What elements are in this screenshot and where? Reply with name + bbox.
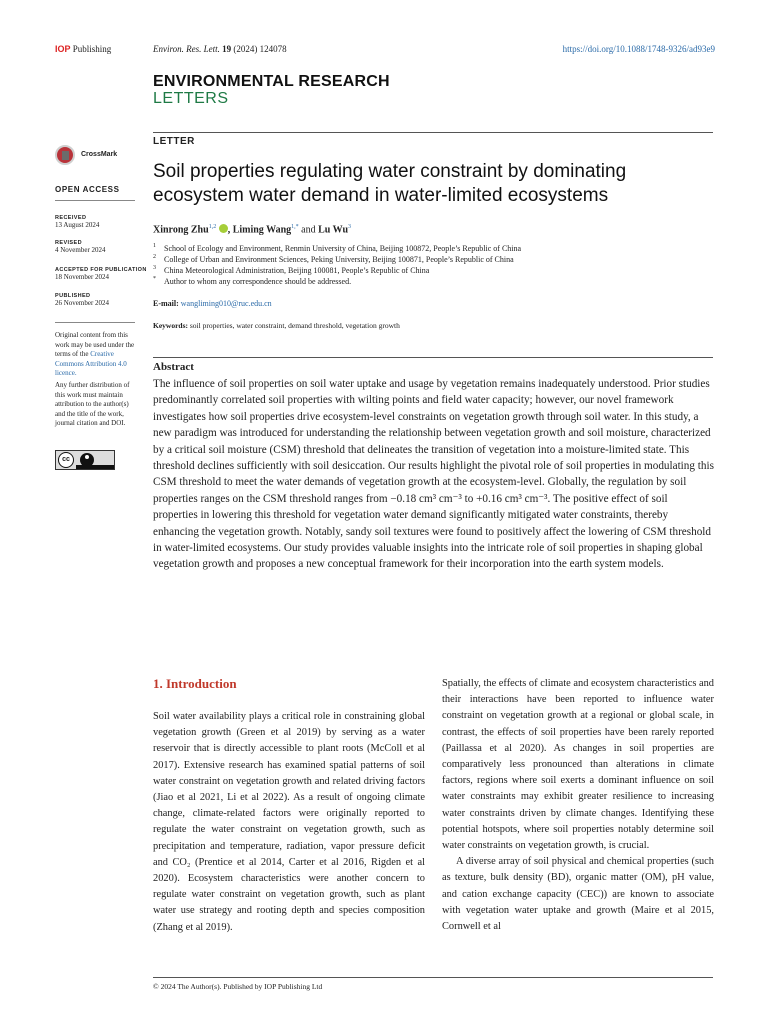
paragraph: Spatially, the effects of climate and ecosystem characteristics and their interactions have been reported to influence water constraint on vegetation growth at a regional or global scale, in contrast, the effects of soil properties have been rarely reported (Paillassa et al 2020). As changes in soil properties are comparatively less pronounced than alterations in climate factors, regions where soil exerts a dominant influence on soil water constraints may exhibit greater resilience to increasing water constraints driven by climate changes. Identifying these potential hotspots, where soil properties notably determine soil water constraints on vegetation growth, is crucial.	[442, 678, 714, 852]
divider	[55, 322, 135, 323]
divider	[55, 200, 135, 201]
crossmark-icon	[55, 145, 75, 165]
date-accepted: ACCEPTED FOR PUBLICATION 18 November 2024	[55, 267, 147, 281]
article-type: LETTER	[153, 136, 195, 147]
date-received: RECEIVED 13 August 2024	[55, 215, 100, 229]
divider	[153, 357, 713, 358]
keywords: Keywords: soil properties, water constraint, demand threshold, vegetation growth	[153, 321, 400, 330]
body-column-left	[153, 709, 425, 936]
date-published: PUBLISHED 26 November 2024	[55, 293, 110, 307]
licence-link[interactable]: Creative Commons Attribution 4.0 licence.	[55, 350, 127, 378]
author-name: Liming Wang	[232, 224, 292, 236]
doi-link[interactable]: https://doi.org/10.1088/1748-9326/ad93e9	[562, 44, 715, 54]
abstract-heading: Abstract	[153, 361, 194, 373]
orcid-icon[interactable]	[219, 224, 228, 233]
section-heading: 1. Introduction	[153, 676, 237, 691]
publisher-logo[interactable]: IOP Publishing	[55, 44, 112, 54]
journal-subname: LETTERS	[153, 90, 229, 107]
crossmark-button[interactable]: CrossMark	[55, 145, 135, 165]
author-name: Lu Wu	[318, 224, 349, 236]
body-column-right	[442, 676, 714, 935]
paragraph: A diverse array of soil physical and chemical properties (such as texture, bulk density (BD), organic matter (OM), pH value, and cation exchange capacity (CEC)) are known to associate with vegetation water uptake and growth (Maire et al 2015, Cornwell et al	[442, 856, 714, 933]
divider	[153, 977, 713, 978]
email-link[interactable]: wangliming010@ruc.edu.cn	[180, 299, 272, 308]
author-name: Xinrong Zhu	[153, 224, 209, 236]
correspondence-email: E-mail: wangliming010@ruc.edu.cn	[153, 299, 272, 308]
copyright-footer: © 2024 The Author(s). Published by IOP Publishing Ltd	[153, 982, 323, 991]
divider	[153, 132, 713, 133]
licence-text: Original content from this work may be used under the terms of the Creative Commons Attribution 4.0 licence. Any further distribution of this work must maintain attribution to the author(s) and the title of the work, journal citation and DOI.	[55, 331, 135, 428]
citation: Environ. Res. Lett. 19 (2024) 124078	[153, 44, 287, 54]
affiliations: 1 School of Ecology and Environment, Renmin University of China, Beijing 100872, People’s Republic of China 2 College of Urban and Environment Sciences, Peking University, Beijing 100871, People’s Republic of China 3 China Meteorological Administration, Beijing 100081, People’s Republic of China * Author to whom any correspondence should be addressed.	[153, 243, 522, 286]
running-header	[55, 44, 715, 58]
author-list: Xinrong Zhu$^{1,2}$ , Liming Wang$^{1,*}$ and Lu Wu$^3$	[153, 224, 352, 236]
paragraph: Soil water availability plays a critical role in constraining global vegetation growth (Green et al 2019) by serving as a water reservoir that is directly accessible to plant roots (McColl et al 2017). Extensive research has examined spatial patterns of soil water constraint on vegetation growth and related driving factors (Jiao et al 2021, Li et al 2022). As a result of ongoing climate change, climate-related factors were originally reported to regulate the water constraint on vegetation growth, such as precipitation and temperature, radiation, vapor pressure deficit and CO₂ (Prentice et al 2014, Carter et al 2016, Rigden et al 2020). Ecosystem characteristics were another concern to regulate water constraint on vegetation growth, such as plant water use strategy and rooting depth and species composition (Zhang et al 2019).	[153, 711, 425, 933]
date-revised: REVISED 4 November 2024	[55, 240, 106, 254]
article-title: Soil properties regulating water constraint by dominating ecosystem water demand in water-limited ecosystems	[153, 161, 627, 206]
open-access-label: OPEN ACCESS	[55, 185, 120, 194]
journal-name: ENVIRONMENTAL RESEARCH	[153, 73, 390, 90]
abstract-text: The influence of soil properties on soil water uptake and usage by vegetation remains inadequately understood. Prior studies predominantly correlated soil properties with wilting points and field water capacity; however, our novel framework investigates how soil properties drive ecosystem-level constraints on vegetation growth through soil water. In this study, a new paradigm was introduced for understanding the relationship between vegetation growth and soil moisture, characterized by a critical soil moisture (CSM) threshold that delineates the transition of vegetation into a moisture-limited state. This threshold declines sufficiently with soil desiccation. Our results highlight the pivotal role of soil properties in modulating this CSM threshold to meet the water demands of vegetation growth at the ecosystem-level. Globally, the regulation by soil properties ranges on the CSM threshold ranges from −0.18 cm³ cm⁻³ to +0.16 cm³ cm⁻³. The positive effect of soil properties in lowering this threshold for vegetation water demand significantly mitigated water constraints, thereby enhancing the vegetation growth. Notably, sandy soil textures were found to positively affect the lowering of CSM threshold in water-limited ecosystems. Our study provides valuable insights into the intricate role of soil properties in shaping global vegetation growth and proposes a new conceptual framework for their incorporation into the earth system models.	[153, 378, 714, 571]
cc-by-icon[interactable]: cc	[55, 450, 115, 470]
